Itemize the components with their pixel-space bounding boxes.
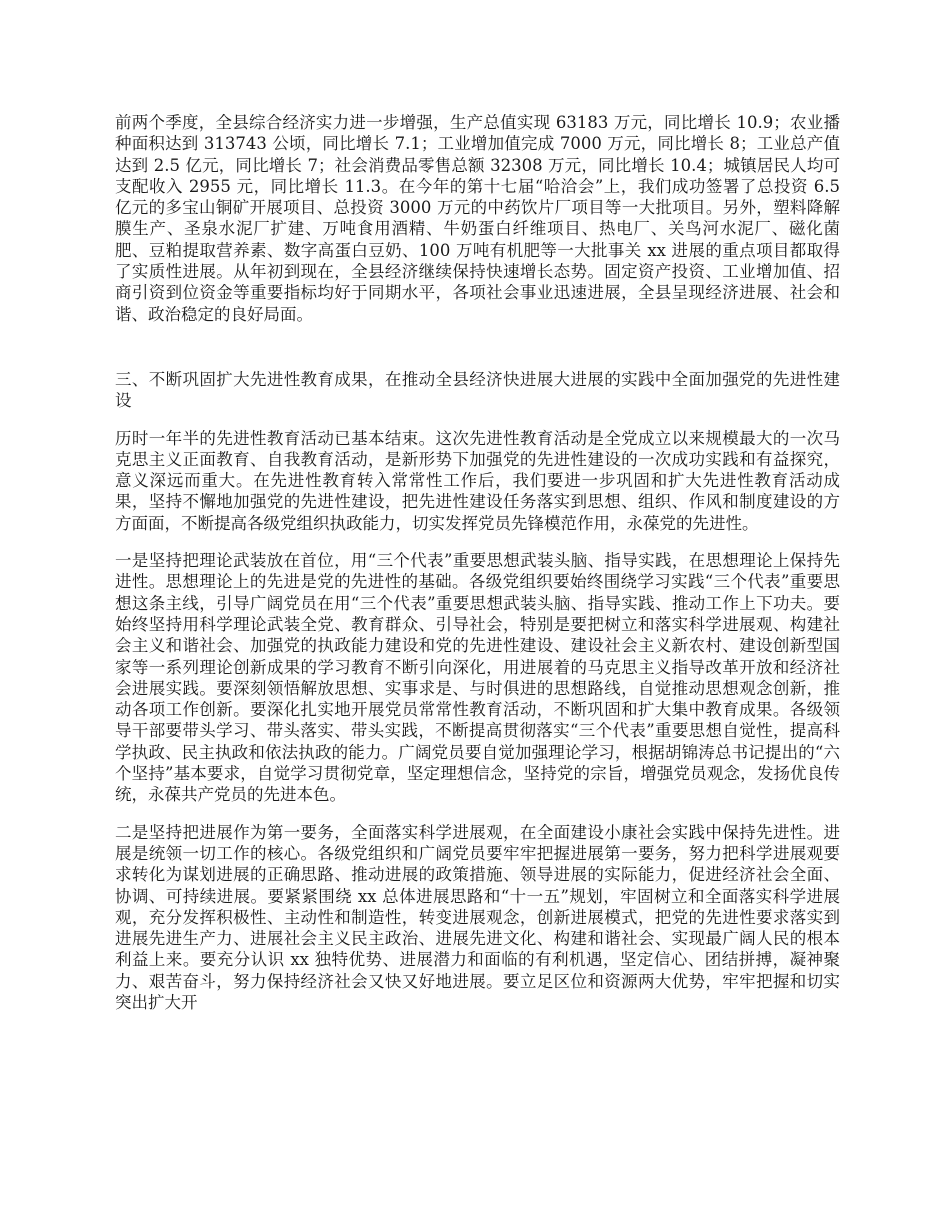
paragraph-point-one: 一是坚持把理论武装放在首位，用“三个代表”重要思想武装头脑、指导实践，在思想理论上保持先进性。思想理论上的先进是党的先进性的基础。各级党组织要始终围绕学习实践“三个代表”重要思想这条主线，引导广阔党员在用“三个代表”重要思想武装头脑、指导实践、推动工作上下功夫。要始终坚持用科学理论武装全党、教育群众、引导社会，特别是要把树立和落实科学进展观、构建社会主义和谐社会、加强党的执政能力建设和党的先进性建设、建设社会主义新农村、建设创新型国家等一系列理论创新成果的学习教育不断引向深化，用进展着的马克思主义指导改革开放和经济社会进展实践。要深刻领悟解放思想、实事求是、与时俱进的思想路线，自觉推动思想观念创新，推动各项工作创新。要深化扎实地开展党员常常性教育活动，不断巩固和扩大集中教育成果。各级领导干部要带头学习、带头落实、带头实践，不断提高贯彻落实“三个代表”重要思想自觉性，提高科学执政、民主执政和依法执政的能力。广阔党员要自觉加强理论学习，根据胡锦涛总书记提出的“六个坚持”基本要求，自觉学习贯彻党章，坚定理想信念，坚持党的宗旨，增强党员观念，发扬优良传统，永葆共产党员的先进本色。 xyxy=(115,551,840,805)
paragraph-education-intro: 历时一年半的先进性教育活动已基本结束。这次先进性教育活动是全党成立以来规模最大的一次马克思主义正面教育、自我教育活动，是新形势下加强党的先进性建设的一次成功实践和有益探究，意义深远而重大。在先进性教育转入常常性工作后，我们要进一步巩固和扩大先进性教育活动成果，坚持不懈地加强党的先进性建设，把先进性建设任务落实到思想、组织、作风和制度建设的方方面面，不断提高各级党组织执政能力，切实发挥党员先锋模范作用，永葆党的先进性。 xyxy=(115,428,840,533)
paragraph-point-two: 二是坚持把进展作为第一要务，全面落实科学进展观，在全面建设小康社会实践中保持先进性。进展是统领一切工作的核心。各级党组织和广阔党员要牢牢把握进展第一要务，努力把科学进展观要求转化为谋划进展的正确思路、推动进展的政策措施、领导进展的实际能力，促进经济社会全面、协调、可持续进展。要紧紧围绕 xx 总体进展思路和“十一五”规划，牢固树立和全面落实科学进展观，充分发挥积极性、主动性和制造性，转变进展观念，创新进展模式，把党的先进性要求落实到进展先进生产力、进展社会主义民主政治、进展先进文化、构建和谐社会、实现最广阔人民的根本利益上来。要充分认识 xx 独特优势、进展潜力和面临的有利机遇，坚定信心、团结拼搏，凝神聚力、艰苦奋斗，努力保持经济社会又快又好地进展。要立足区位和资源两大优势，牢牢把握和切实突出扩大开 xyxy=(115,822,840,1012)
document-body xyxy=(115,112,840,1029)
section-heading: 三、不断巩固扩大先进性教育成果，在推动全县经济快进展大进展的实践中全面加强党的先进性建设 xyxy=(115,369,840,411)
paragraph-economic-summary: 前两个季度，全县综合经济实力进一步增强，生产总值实现 63183 万元，同比增长 10.9；农业播种面积达到 313743 公顷，同比增长 7.1；工业增加值完成 7000 万元，同比增长 8；工业总产值达到 2.5 亿元，同比增长 7；社会消费品零售总额 32308 万元，同比增长 10.4；城镇居民人均可支配收入 2955 元，同比增长 11.3。在今年的第十七届“哈洽会”上，我们成功签署了总投资 6.5 亿元的多宝山铜矿开展项目、总投资 3000 万元的中药饮片厂项目等一大批项目。另外，塑料降解膜生产、圣泉水泥厂扩建、万吨食用酒精、牛奶蛋白纤维项目、热电厂、关鸟河水泥厂、磁化菌肥、豆粕提取营养素、数字高蛋白豆奶、100 万吨有机肥等一大批事关 xx 进展的重点项目都取得了实质性进展。从年初到现在，全县经济继续保持快速增长态势。固定资产投资、工业增加值、招商引资到位资金等重要指标均好于同期水平，各项社会事业迅速进展，全县呈现经济进展、社会和谐、政治稳定的良好局面。 xyxy=(115,113,840,324)
